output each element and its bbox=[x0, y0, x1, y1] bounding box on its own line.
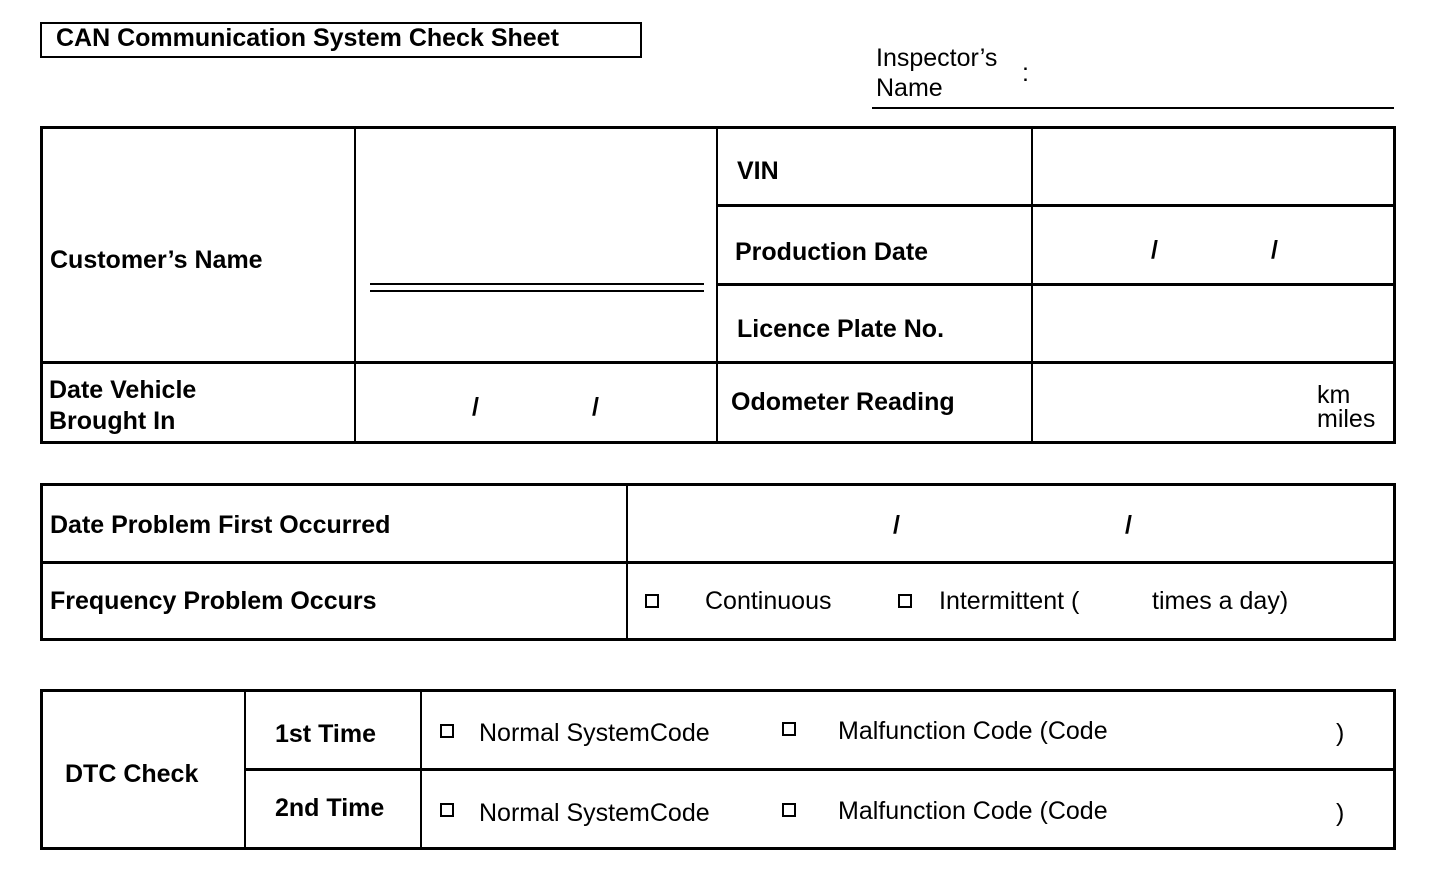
vehicle-table-rule bbox=[716, 283, 1396, 286]
second-malfunction-code-field[interactable] bbox=[1145, 794, 1330, 828]
times-a-day-label: times a day) bbox=[1152, 587, 1289, 615]
second-malfunction-checkbox[interactable] bbox=[782, 803, 796, 817]
second-malfunction-label: Malfunction Code (Code bbox=[838, 797, 1108, 825]
odometer-label: Odometer Reading bbox=[731, 388, 955, 416]
continuous-checkbox[interactable] bbox=[645, 594, 659, 608]
vin-label: VIN bbox=[737, 157, 779, 185]
second-normal-label: Normal SystemCode bbox=[479, 799, 710, 827]
first-normal-checkbox[interactable] bbox=[440, 724, 454, 738]
second-normal-checkbox[interactable] bbox=[440, 803, 454, 817]
customer-name-label: Customer’s Name bbox=[50, 246, 263, 274]
problem-table-rule bbox=[40, 561, 1396, 564]
production-date-label: Production Date bbox=[735, 238, 929, 266]
odometer-unit-miles: miles bbox=[1317, 405, 1376, 433]
inspector-name-label bbox=[876, 43, 997, 103]
page-title: CAN Communication System Check Sheet bbox=[56, 24, 559, 52]
inspector-label-line1: Inspector’s bbox=[876, 44, 998, 72]
second-time-label: 2nd Time bbox=[275, 794, 385, 822]
production-date-sep: / bbox=[1151, 236, 1158, 264]
odometer-unit-km: km bbox=[1317, 381, 1351, 409]
licence-plate-field[interactable] bbox=[1036, 289, 1390, 359]
first-malfunction-code-field[interactable] bbox=[1145, 714, 1330, 748]
inspector-colon: : bbox=[1022, 59, 1029, 87]
intermittent-checkbox[interactable] bbox=[898, 594, 912, 608]
vehicle-table-rule bbox=[716, 204, 1396, 207]
vehicle-table-rule bbox=[40, 361, 1396, 364]
customer-name-underline bbox=[370, 290, 704, 292]
date-brought-label-line1: Date Vehicle bbox=[49, 376, 197, 404]
date-brought-sep: / bbox=[472, 393, 479, 421]
first-malfunction-checkbox[interactable] bbox=[782, 722, 796, 736]
first-occurred-sep: / bbox=[893, 511, 900, 539]
times-per-day-field[interactable] bbox=[1094, 584, 1148, 618]
inspector-label-line2: Name bbox=[876, 74, 943, 102]
production-date-sep: / bbox=[1271, 236, 1278, 264]
frequency-label: Frequency Problem Occurs bbox=[50, 587, 377, 615]
first-close-paren: ) bbox=[1336, 719, 1345, 747]
dtc-table-rule bbox=[244, 768, 1396, 771]
vin-field[interactable] bbox=[1036, 132, 1390, 202]
dtc-check-label: DTC Check bbox=[65, 760, 199, 788]
first-time-label: 1st Time bbox=[275, 720, 376, 748]
continuous-label: Continuous bbox=[705, 587, 832, 615]
first-occurred-sep: / bbox=[1125, 511, 1132, 539]
intermittent-label: Intermittent ( bbox=[939, 587, 1080, 615]
date-brought-sep: / bbox=[592, 393, 599, 421]
customer-name-underline bbox=[370, 283, 704, 285]
date-brought-label-line2: Brought In bbox=[49, 407, 176, 435]
first-normal-label: Normal SystemCode bbox=[479, 719, 710, 747]
second-close-paren: ) bbox=[1336, 799, 1345, 827]
vehicle-table-divider bbox=[354, 126, 356, 444]
first-malfunction-label: Malfunction Code (Code bbox=[838, 717, 1108, 745]
inspector-name-field[interactable] bbox=[872, 107, 1394, 109]
date-brought-in-label bbox=[49, 375, 196, 437]
customer-name-field[interactable] bbox=[370, 283, 704, 293]
licence-plate-label: Licence Plate No. bbox=[737, 315, 945, 343]
date-first-occurred-label: Date Problem First Occurred bbox=[50, 511, 391, 539]
